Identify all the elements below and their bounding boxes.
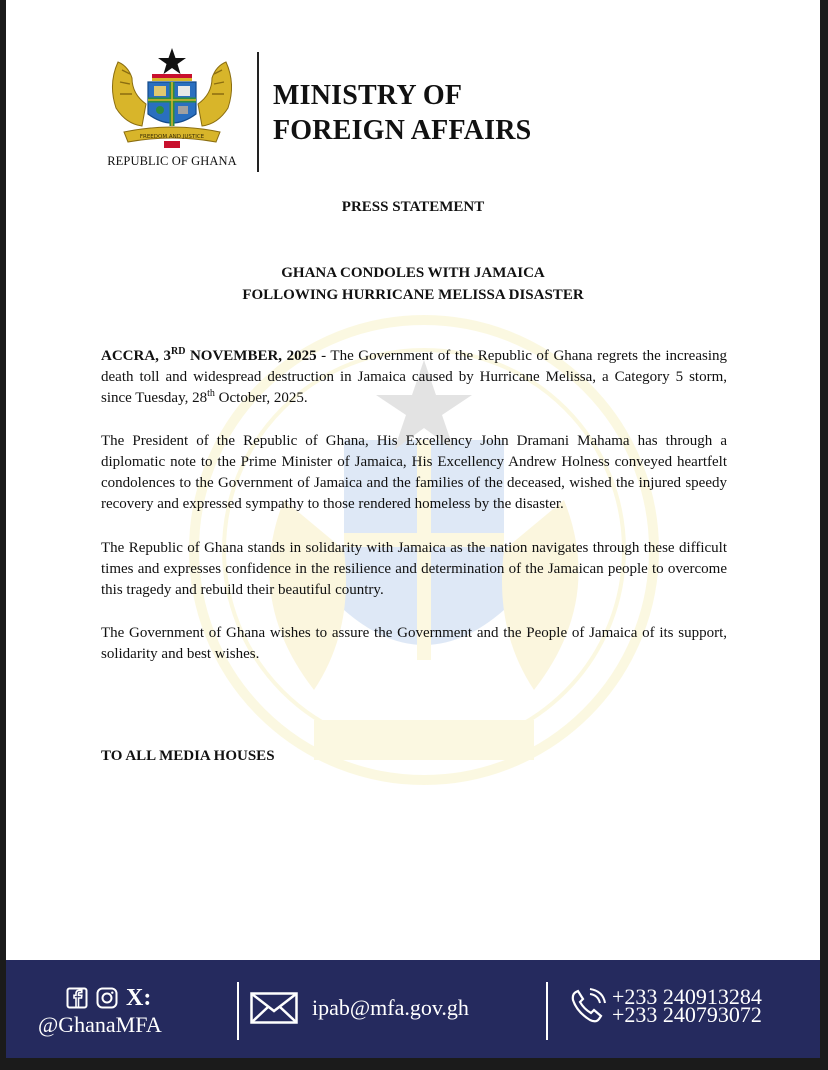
x-label: X: xyxy=(126,985,152,1011)
letterhead-divider xyxy=(257,52,259,172)
headline-line-1: GHANA CONDOLES WITH JAMAICA xyxy=(281,265,545,281)
phone-block xyxy=(568,986,762,1026)
social-handle[interactable]: @GhanaMFA xyxy=(38,1012,162,1037)
paragraph-3: The Republic of Ghana stands in solidarity with Jamaica as the nation navigates through these difficult times and expresses confidence in the resilience and determination of the Jamaican people to overcome this tragedy and rebuild their beautiful country. xyxy=(101,540,727,598)
footer-divider-1 xyxy=(237,982,239,1040)
document-page xyxy=(6,0,820,1058)
republic-of-ghana-label: REPUBLIC OF GHANA xyxy=(107,154,237,168)
ministry-name xyxy=(273,78,531,148)
paragraph-1-ordinal: th xyxy=(207,388,215,399)
facebook-icon[interactable] xyxy=(66,987,88,1009)
crest-motto: FREEDOM AND JUSTICE xyxy=(139,134,205,140)
ghana-coat-of-arms-logo xyxy=(102,44,242,154)
ministry-line-2: FOREIGN AFFAIRS xyxy=(273,115,532,146)
phone-number-1[interactable]: +233 240913284 xyxy=(612,984,762,1009)
press-statement-label: PRESS STATEMENT xyxy=(341,199,485,215)
footer-divider-2 xyxy=(546,982,548,1040)
phone-icon xyxy=(568,986,608,1026)
envelope-icon xyxy=(250,992,298,1024)
paragraph-1-tail: October, 2025. xyxy=(214,390,308,406)
paragraph-2: The President of the Republic of Ghana, His Excellency John Dramani Mahama has through a diplomatic note to the Prime Minister of Jamaica, His Excellency Andrew Holness conveyed heartfelt condolences to the Government of Jamaica and the families of the deceased, wished the injured speedy recovery and expressed sympathy to those rendered homeless by the disaster. xyxy=(101,433,727,512)
instagram-icon[interactable] xyxy=(96,987,118,1009)
dateline-city: ACCRA, 3 xyxy=(101,348,171,364)
ministry-line-1: MINISTRY OF xyxy=(273,80,463,111)
headline xyxy=(6,262,820,306)
dateline-ordinal: RD xyxy=(170,346,186,357)
dateline-separator: - xyxy=(316,348,331,364)
headline-line-2: FOLLOWING HURRICANE MELISSA DISASTER xyxy=(242,287,584,303)
paragraph-1-text: The Government of the Republic of Ghana regrets the increasing death toll and widespread destruction in Jamaica caused by Hurricane Melissa, a Category 5 storm, since Tuesday, 28 xyxy=(101,348,727,406)
social-block xyxy=(38,986,198,1038)
dateline xyxy=(101,348,317,364)
email-block xyxy=(250,992,469,1024)
closing-line: TO ALL MEDIA HOUSES xyxy=(101,748,275,764)
dateline-date: NOVEMBER, 2025 xyxy=(185,348,317,364)
paragraph-1 xyxy=(101,346,727,409)
email-address[interactable]: ipab@mfa.gov.gh xyxy=(312,995,469,1020)
footer-bar xyxy=(6,960,820,1058)
phone-number-2[interactable]: +233 240793072 xyxy=(612,1002,762,1027)
paragraph-4: The Government of Ghana wishes to assure the Government and the People of Jamaica of its support, solidarity and best wishes. xyxy=(101,625,727,662)
